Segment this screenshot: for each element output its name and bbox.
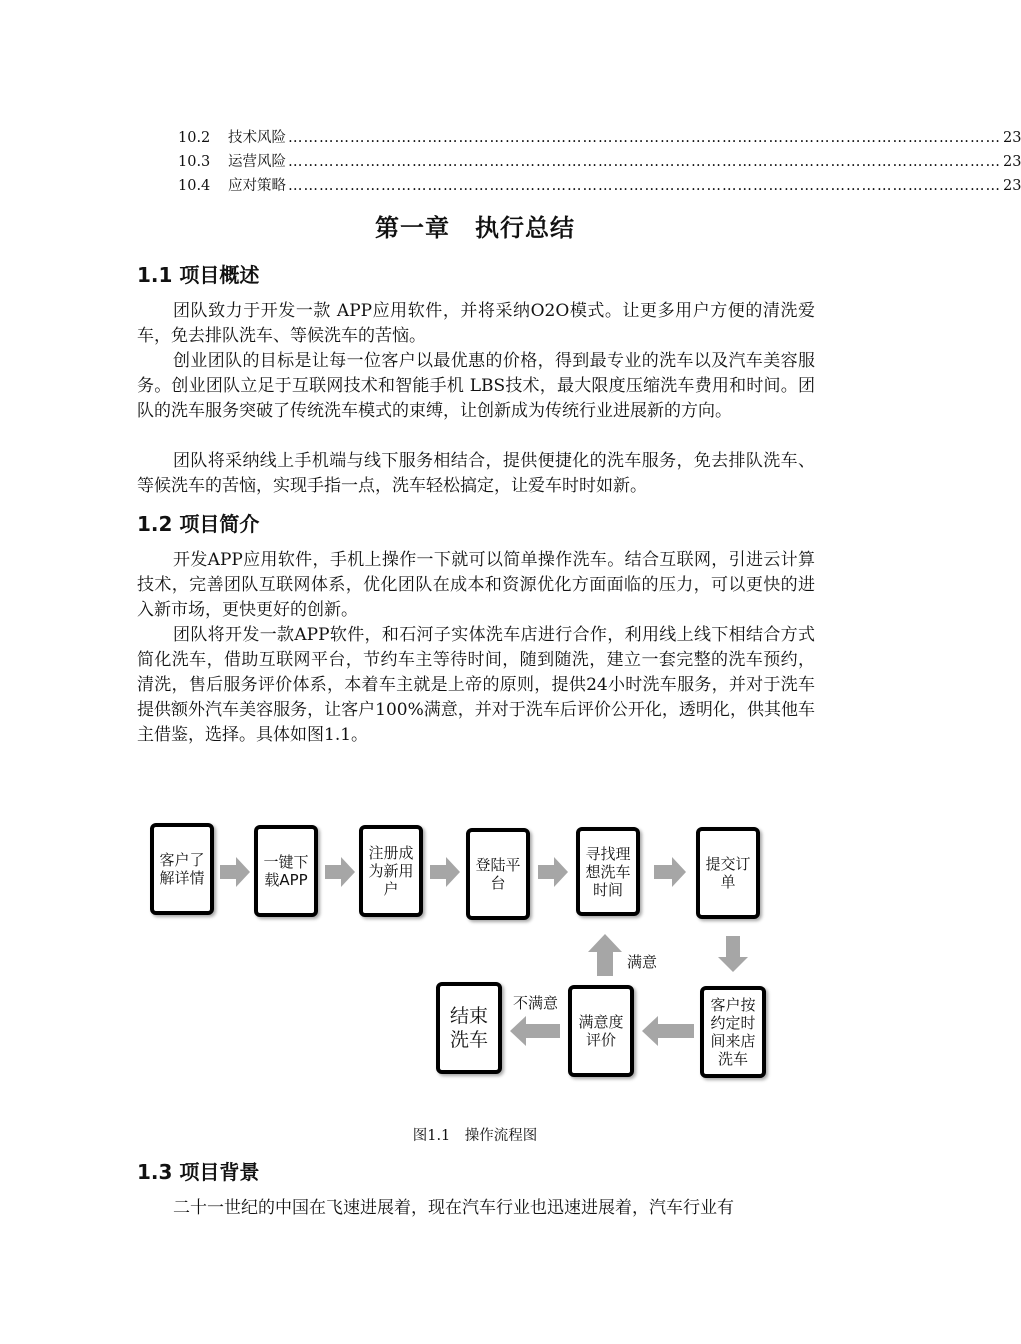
flow-label-satisfied: 满意 xyxy=(627,953,658,971)
flow-arrow-left xyxy=(510,1016,560,1046)
flow-node-find-time: 寻找理想洗车时间 xyxy=(576,827,640,916)
chapter-title: 第一章 执行总结 xyxy=(375,214,575,242)
toc-leader-dots: ………………………………………………………………………………………………………………………… xyxy=(288,154,1001,170)
flow-arrow-right xyxy=(430,857,460,887)
flow-node-rating: 满意度评价 xyxy=(568,985,634,1077)
toc-page-number: 23 xyxy=(1003,154,1021,170)
section-heading: 1.2 项目简介 xyxy=(137,512,260,536)
paragraph: 团队将开发一款APP软件，和石河子实体洗车店进行合作，利用线上线下相结合方式简化洗车，借助互联网平台，节约车主等待时间，随到随洗，建立一套完整的洗车预约，清洗，售后服务评价体系，本着车主就是上帝的原则，提供24小时洗车服务，并对于洗车提供额外汽车美容服务，让客户100%满意，并对于洗车后评价公开化，透明化，供其他车主借鉴，选择。具体如图1.1。 xyxy=(137,625,815,745)
flow-arrow-right xyxy=(220,857,250,887)
toc-entry[interactable] xyxy=(178,127,1021,149)
toc-title: 应对策略 xyxy=(228,178,286,194)
toc-title: 技术风险 xyxy=(228,130,286,146)
section-heading: 1.1 项目概述 xyxy=(137,263,260,287)
flow-node-download-app: 一键下载APP xyxy=(254,825,318,917)
flow-node-login: 登陆平台 xyxy=(466,828,530,920)
section-heading: 1.3 项目背景 xyxy=(137,1160,260,1184)
flow-arrow-up xyxy=(588,934,622,976)
flow-node-register: 注册成为新用户 xyxy=(359,825,423,917)
toc-entry[interactable] xyxy=(178,151,1021,173)
flow-node-submit-order: 提交订单 xyxy=(696,827,760,919)
paragraph: 团队致力于开发一款 APP应用软件，并将采纳O2O模式。让更多用户方便的清洗爱车，免去排队洗车、等候洗车的苦恼。 xyxy=(137,301,815,346)
paragraph: 团队将采纳线上手机端与线下服务相结合，提供便捷化的洗车服务，免去排队洗车、等候洗车的苦恼，实现手指一点，洗车轻松搞定，让爱车时时如新。 xyxy=(137,451,815,496)
toc-title: 运营风险 xyxy=(228,154,286,170)
flow-node-learn-details: 客户了解详情 xyxy=(150,823,214,915)
paragraph: 二十一世纪的中国在飞速进展着，现在汽车行业也迅速进展着，汽车行业有 xyxy=(173,1198,734,1218)
toc-number: 10.4 xyxy=(178,178,211,194)
toc-page-number: 23 xyxy=(1003,130,1021,146)
flow-arrow-down xyxy=(718,936,748,972)
flow-label-unsatisfied: 不满意 xyxy=(513,994,559,1012)
paragraph: 开发APP应用软件，手机上操作一下就可以简单操作洗车。结合互联网，引进云计算技术，完善团队互联网体系，优化团队在成本和资源优化方面面临的压力，可以更快的进入新市场，更快更好的创新。 xyxy=(137,550,815,620)
flow-arrow-right xyxy=(538,857,568,887)
figure-caption: 图1.1 操作流程图 xyxy=(412,1128,538,1144)
toc-leader-dots: ………………………………………………………………………………………………………………………… xyxy=(288,178,1001,194)
toc-number: 10.3 xyxy=(178,154,211,170)
flow-node-visit-store: 客户按约定时间来店洗车 xyxy=(700,986,766,1078)
paragraph: 创业团队的目标是让每一位客户以最优惠的价格，得到最专业的洗车以及汽车美容服务。创业团队立足于互联网技术和智能手机 LBS技术，最大限度压缩洗车费用和时间。团队的洗车服务突破了传统洗车模式的束缚，让创新成为传统行业进展新的方向。 xyxy=(137,351,815,421)
flowchart xyxy=(130,810,810,1090)
toc-page-number: 23 xyxy=(1003,178,1021,194)
flow-node-finish: 结束洗车 xyxy=(436,982,502,1074)
toc-number: 10.2 xyxy=(178,130,211,146)
toc-entry[interactable] xyxy=(178,175,1021,197)
flow-arrow-right xyxy=(654,857,686,887)
flow-arrow-left xyxy=(642,1016,694,1046)
flow-arrow-right xyxy=(325,857,355,887)
toc-leader-dots: ………………………………………………………………………………………………………………………… xyxy=(288,130,1001,146)
